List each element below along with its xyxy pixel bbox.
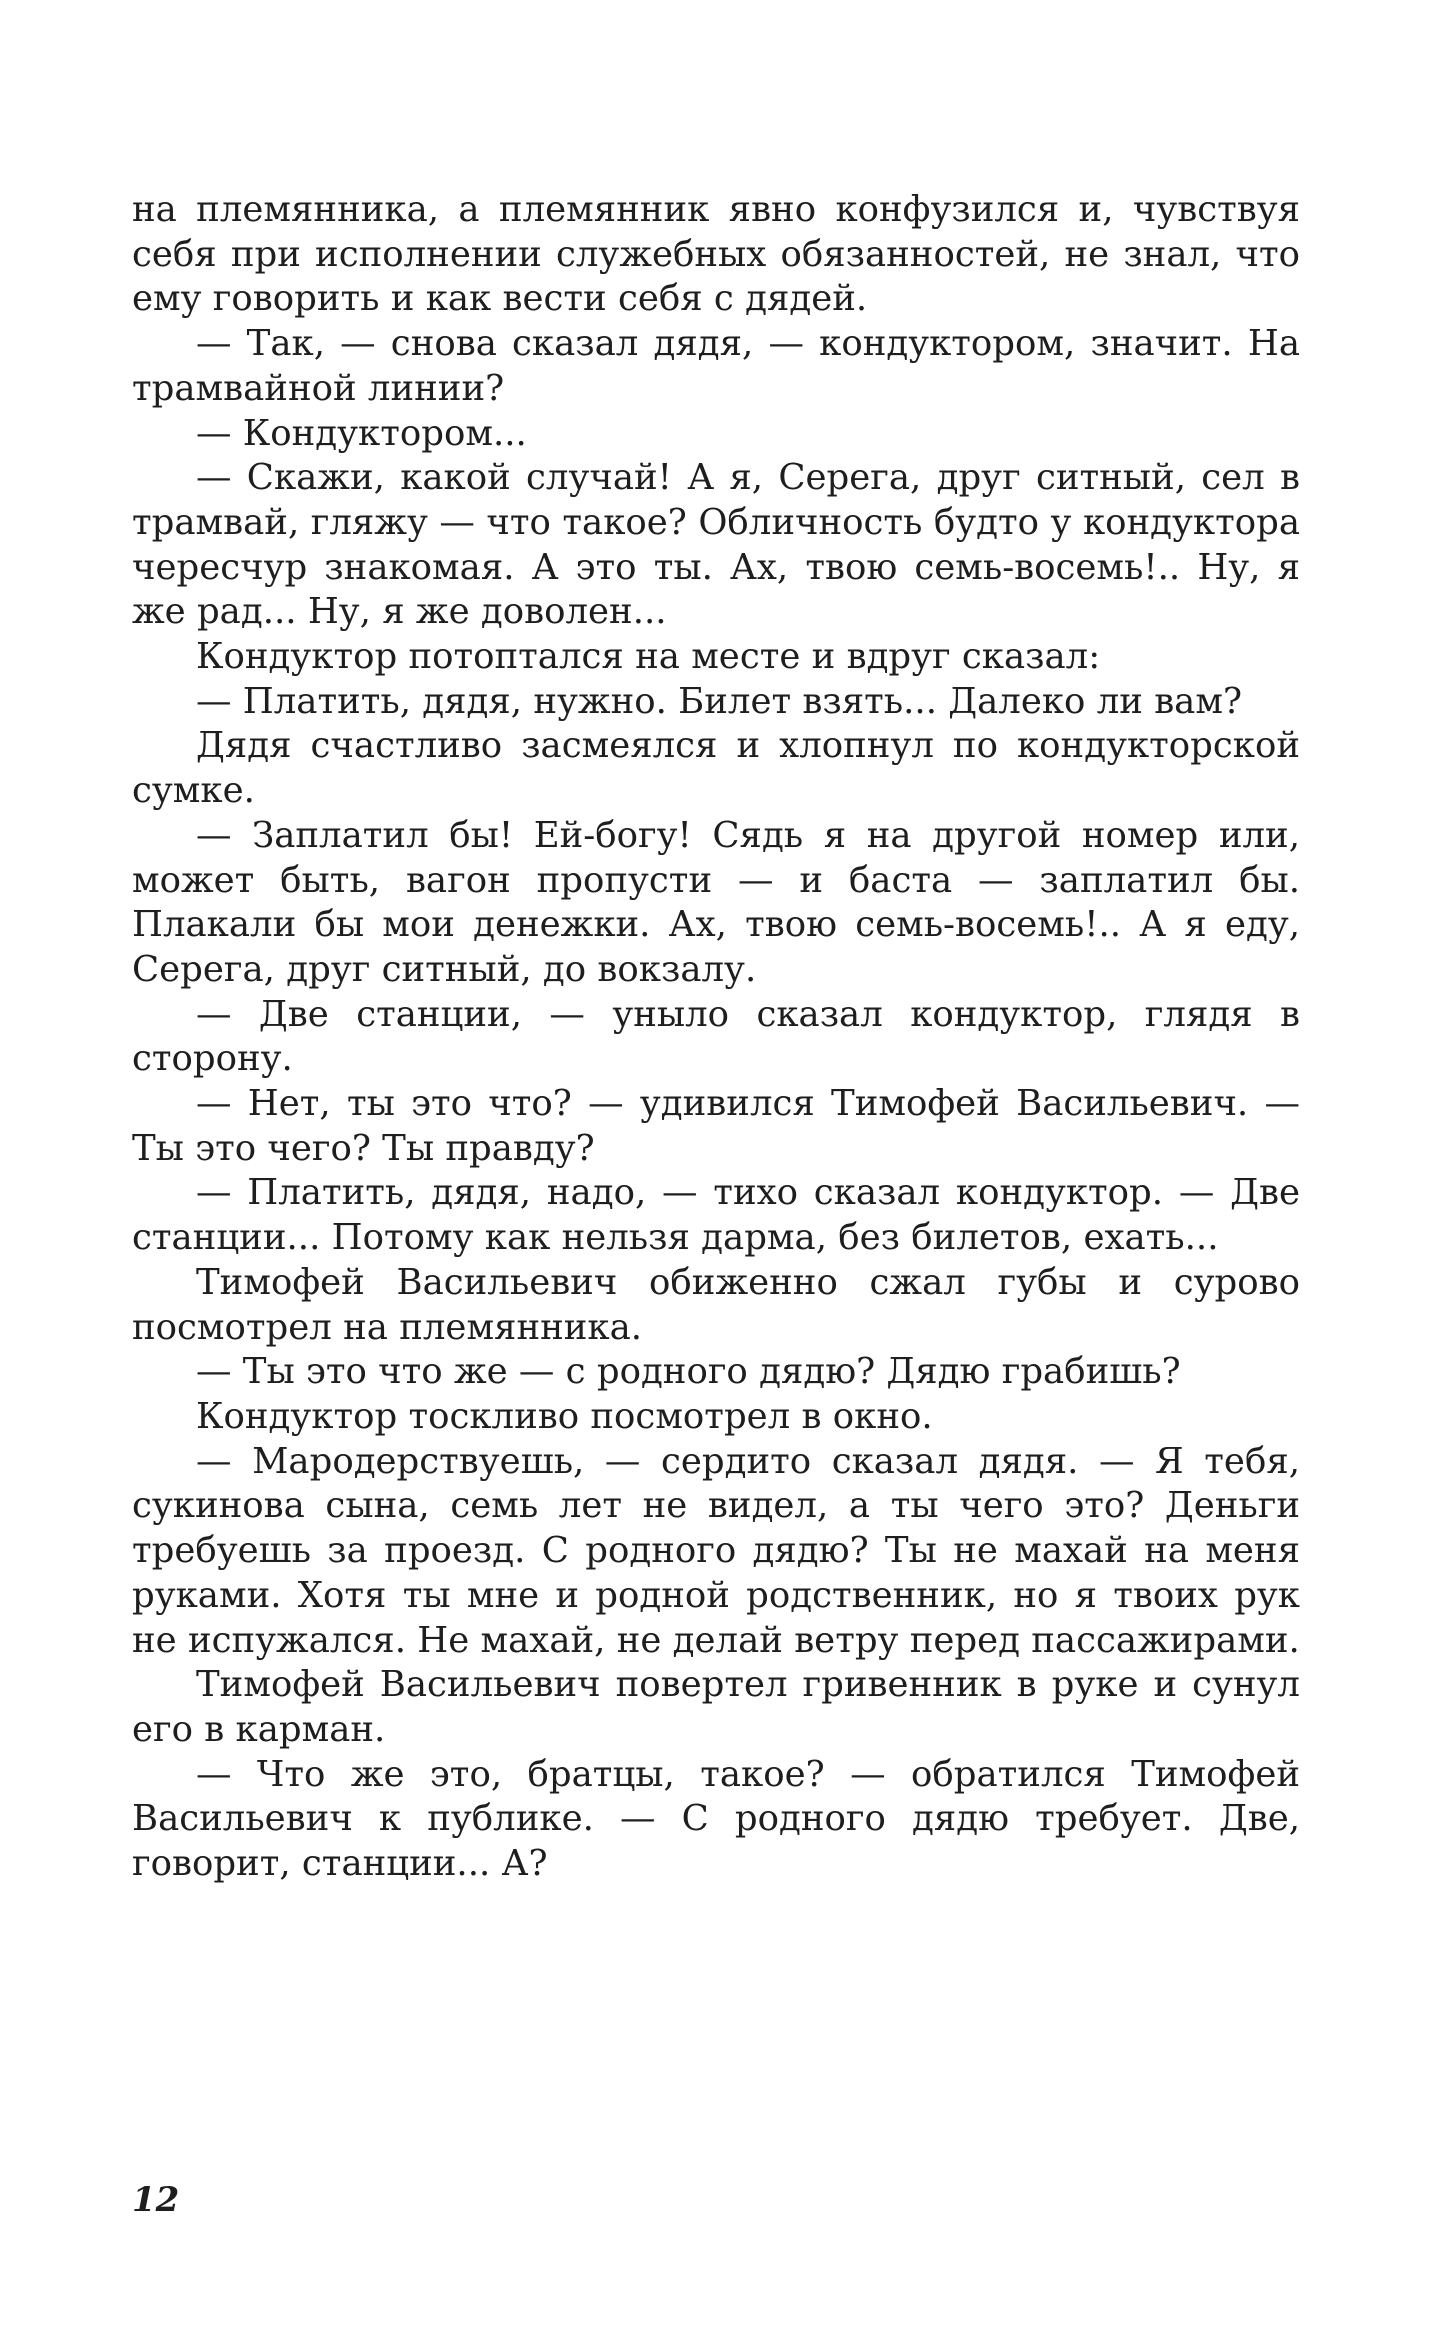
paragraph: — Кондуктором... <box>196 412 527 454</box>
paragraph: — Нет, ты это что? — удивился Тимофей Васильевич. — Ты это чего? Ты правду? <box>132 1083 1300 1169</box>
paragraph: Кондуктор потоптался на месте и вдруг сказал: <box>196 636 1101 678</box>
paragraph: — Скажи, какой случай! А я, Серега, друг ситный, сел в трамвай, гляжу — что такое? Обличность будто у кондуктора чересчур знакомая. А это ты. Ах, твою семь-восемь!.. Ну, я же рад... Ну, я же доволен... <box>132 457 1300 633</box>
paragraph: — Что же это, братцы, такое? — обратился Тимофей Васильевич к публике. — С родного дядю требует. Две, говорит, станции... А? <box>132 1753 1300 1885</box>
book-page-text <box>132 188 1300 1887</box>
paragraph: — Две станции, — уныло сказал кондуктор, глядя в сторону. <box>132 993 1300 1080</box>
paragraph: Тимофей Васильевич повертел гривенник в руке и сунул его в карман. <box>132 1664 1300 1750</box>
paragraph: — Платить, дядя, нужно. Билет взять... Далеко ли вам? <box>196 680 1242 722</box>
paragraph: — Так, — снова сказал дядя, — кондуктором, значит. На трамвайной линии? <box>132 323 1300 409</box>
paragraph: на племянника, а племянник явно конфузился и, чувствуя себя при исполнении служебных обязанностей, не знал, что ему говорить и как вести себя с дядей. <box>132 189 1300 320</box>
paragraph: Дядя счастливо засмеялся и хлопнул по кондукторской сумке. <box>132 725 1300 812</box>
paragraph: — Мародерствуешь, — сердито сказал дядя. — Я тебя, сукинова сына, семь лет не видел, а ты чего это? Деньги требуешь за проезд. С родного дядю? Ты не махай на меня руками. Хотя ты мне и родной родственник, но я твоих рук не испужался. Не махай, не делай ветру перед пассажирами. <box>132 1440 1300 1661</box>
paragraph: — Заплатил бы! Ей-богу! Сядь я на другой номер или, может быть, вагон пропусти — и баста — заплатил бы. Плакали бы мои денежки. Ах, твою семь-восемь!.. А я еду, Серега, друг ситный, до вокзалу. <box>132 814 1300 990</box>
paragraph: — Платить, дядя, надо, — тихо сказал кондуктор. — Две станции... Потому как нельзя дарма, без билетов, ехать... <box>132 1172 1300 1259</box>
page-number: 12 <box>132 2180 180 2220</box>
paragraph: Тимофей Васильевич обиженно сжал губы и сурово посмотрел на племянника. <box>132 1261 1300 1348</box>
paragraph: Кондуктор тоскливо посмотрел в окно. <box>196 1395 933 1437</box>
paragraph: — Ты это что же — с родного дядю? Дядю грабишь? <box>196 1351 1181 1393</box>
